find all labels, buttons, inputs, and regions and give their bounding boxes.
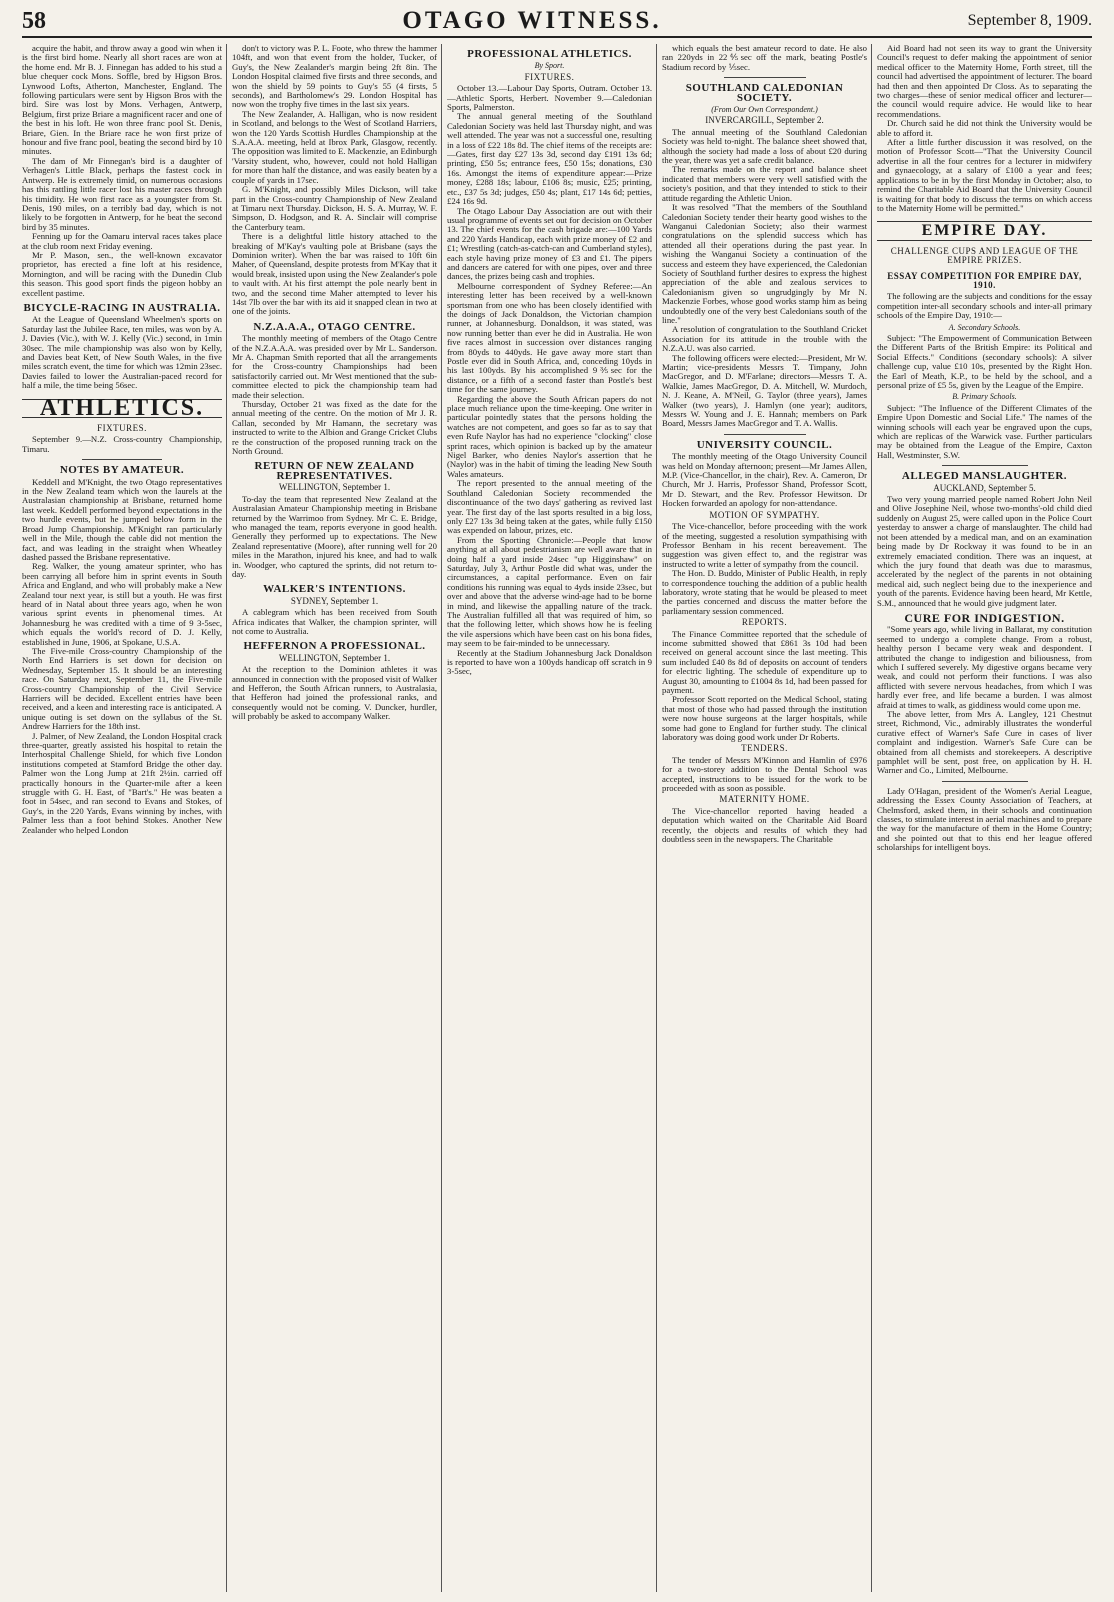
article-paragraph: The Hon. D. Buddo, Minister of Public Health, in reply to correspondence touching the addition of a public health laboratory, wrote stating that he would be pleased to meet the parties concerned and discuss the matter before the parliamentary session commenced. [662,568,867,616]
article-paragraph: Lady O'Hagan, president of the Women's Aerial League, addressing the Essex County Association of Teachers, at Chelmsford, asked them, in their schools and continuation classes, to stimulate interest in aerial machines and to prepare the way for the manufacture of them in the Home Country; and she pointed out that to this end her league offered scholarships for intelligent boys. [877,785,1092,853]
article-paragraph: Professor Scott reported on the Medical School, stating that most of those who had passed through the institution were now house surgeons at the larger hospitals, while some had gone to England for further study. The clinical laboratory was doing good work under Dr Roberts. [662,694,867,743]
article-paragraph: The dam of Mr Finnegan's bird is a daughter of Verhagen's Little Black, perhaps the fastest cock in Antwerp. He is extremely timid, on numerous occasions has this rattling little racer lost his master races through his timidity. He won first race as a youngster from St. Denis, 190 miles, on a terribly bad day, which is not likely to be forgotten in Antwerp, for he beat the second bird by 35 minutes. [22,155,222,232]
fixtures-heading: FIXTURES. [97,423,147,434]
section-heading: NOTES BY AMATEUR. [59,464,185,477]
article-paragraph: The New Zealander, A. Halligan, who is now resident in Scotland, and belongs to the West of Scotland Harriers, won the 120 Yards Scottish Hurdles Championship at the S.A.A.A. meeting, held at Ibrox Park, Glasgow, recently. The opposition was limited to E. Mackenzie, an Edinburgh 'Varsity student, who, however, could not hold Halligan for more than half the distance, and was easily beaten by a couple of yards in 17sec. [232,108,437,185]
article-paragraph: A resolution of congratulation to the Southland Cricket Association for its attitude in the trouble with the N.Z.A.U. was also carried. [662,324,867,354]
sub-heading: MOTION OF SYMPATHY. [709,509,820,520]
article-paragraph: Dr. Church said he did not think the University would be able to afford it. [877,118,1092,138]
section-heading: UNIVERSITY COUNCIL. [696,438,833,451]
section-heading: PROFESSIONAL ATHLETICS. [467,48,632,60]
column-rule [226,44,227,1592]
article-paragraph: The annual meeting of the Southland Caledonian Society was held to-night. The balance sheet showed that, although the society had made a loss of about £20 during the year, there was yet a safe credit balance. [662,126,867,166]
column-4 [662,44,867,1592]
article-paragraph: The Finance Committee reported that the schedule of income submitted showed that £861 3s 10d had been received on general account since the last meeting. This sum included £40 8s 8d of deposits on account of tenders for electric lighting. The schedule of expenditure up to August 30, amounting to £1004 8s 1d, had been passed for payment. [662,628,867,695]
section-heading: N.Z.A.A.A., OTAGO CENTRE. [253,320,416,333]
article-paragraph: At the League of Queensland Wheelmen's sports on Saturday last the Jubilee Race, ten miles, was won by A. J. Davies (Vic.), with W. J. Kelly (Vic.) second, in 1min 30sec. The mile championship was also won by Kelly, and Davies beat Kett, of New South Wales, in the five miles scratch event, the time for which was 12min 23sec. Davies failed to lower the Australian-paced record for half a mile, the time being 56sec. [22,314,222,391]
article-paragraph: The remarks made on the report and balance sheet indicated that members were very well satisfied with the society's position, and that they intended to stick to their attitude regarding the Athletic Union. [662,164,867,203]
dateline: WELLINGTON, September 1. [278,482,391,493]
dateline: SYDNEY, September 1. [290,595,379,606]
column-2 [232,44,437,1592]
article-paragraph: The monthly meeting of the Otago University Council was held on Monday afternoon; present—Mr James Allen, M.P. (Vice-Chancellor, in the chair), Rev. A. Cameron, Dr Church, Mr J. Harris, Professor Shand, Professor Scott, Mr D. Stewart, and the Rev. Professor Hewitson. Dr Hocken forwarded an apology for non-attendance. [662,451,867,509]
article-paragraph: After a little further discussion it was resolved, on the motion of Professor Scott—"That the University Council advertise in all the four centres for a lecturer in midwifery and gynaecology, at a salary of £100 a year and fees; applications to be in by the first Monday in October; also, to remind the Charitable Aid Board that the University Council is waiting for that body to discuss the terms on which access to the Maternity Home will be permitted." [877,137,1092,213]
article-paragraph: Melbourne correspondent of Sydney Referee:—An interesting letter has been received by a well-known sportsman from one who has been closely identified with the doings of Jack Donaldson, the Victorian champion runner, at Johannesburg. Donaldson, it was stated, was now running better than ever he did in Australia. He won five races almost in succession over distances ranging from 80yds to 440yds. He gave away more start than Postle ever did in South Africa, and, conceding 10yds in his last 100yds. By his accomplished 9⅗sec for the distance, or a fifth of a second faster than Postle's best time for the same journey. [447,280,652,395]
column-rule [656,44,657,1592]
sub-heading: TENDERS. [741,743,788,754]
article-paragraph: Subject: "The Influence of the Different Climates of the Empire Upon Domestic and Social Life." The names of the winning schools will each year be engraved upon the cups, which are replicas of the Warwick vase. Further particulars may be obtained from the League of the Empire, Caxton Hall, Westminster, S.W. [877,402,1092,460]
section-heading: CURE FOR INDIGESTION. [904,610,1065,625]
section-banner: ATHLETICS. [22,399,222,418]
dateline: INVERCARGILL, September 2. [705,115,824,126]
article-paragraph: which equals the best amateur record to date. He also ran 220yds in 22⅘sec off the mark, beating Postle's Stadium record by ⅕sec. [662,44,867,72]
article-paragraph: Mr P. Mason, sen., the well-known excavator proprietor, has erected a fine loft at his residence, Mornington, and will be racing with the Dunedin Club this season. This good sport finds the pigeon hobby an excellent pastime. [22,249,222,298]
article-paragraph: The following officers were elected:—President, Mr W. Martin; vice-presidents Messrs T. Timpany, John MacGregor, and D. M'Farlane; directors—Messrs T. A. Walkie, James MacGregor, D. A. Mitchell, W. Murdoch, N. J. Keane, A. M'Neil, G. Taylor (three years), James Walker (two years), J. Hamlyn (one year); auditors, Messrs W. Young and J. E. Hannah; members on Park Board, Messrs James MacGregor and T. A. Wallis. [662,352,867,429]
article-paragraph: A cablegram which has been received from South Africa indicates that Walker, the champion sprinter, will not come to Australia. [232,607,437,636]
article-paragraph: Keddell and M'Knight, the two Otago representatives in the New Zealand team which won the laurels at the Australasian championship at Brisbane, returned home last week. Keddell performed beyond expectations in the two hurdle events, but he jumped below form in the Broad Jump Championship. M'Knight ran particularly well in the Mile, though the cable did not mention the fact, and was leading in the straight when Wheatley dashed passed the Brisbane representative. [22,476,222,562]
article-paragraph: J. Palmer, of New Zealand, the London Hospital crack three-quarter, greatly assisted his hospital to retain the Interhospital Challenge Shield, for which five London institutions competed at Stamford Bridge the other day. Palmer won the Long Jump at 21ft 2½in. carried off practically honours in the Quarter-mile after a keen struggle with G. H. East, of "Bart's." He was beaten a foot in 54sec, and ran second to Evans and Stokes, of Guy's, in the 220 Yards, Evans winning by inches, with Palmer less than a foot behind Stokes. Another New Zealander who helped London [22,730,222,835]
fixtures-list: October 13.—Labour Day Sports, Outram. October 13.—Athletic Sports, Herbert. November 9.—Caledonian Sports, Palmerston. [447,83,652,113]
section-heading: SOUTHLAND CALEDONIAN SOCIETY. [685,82,844,104]
article-paragraph: The above letter, from Mrs A. Langley, 121 Chestnut street, Richmond, Vic., admirably illustrates the wonderful curative effect of Warner's Safe Cure in cases of liver complaint and indigestion. Warner's Safe Cure can be obtained from all chemists and storekeepers. A descriptive pamphlet will be sent, post free, on application by H. H. Warner and Co., Limited, Melbourne. [877,709,1092,776]
article-paragraph: "Some years ago, while living in Ballarat, my constitution seemed to undergo a complete change. From a robust, healthy person I became very weak and despondent. I attributed the change to indigestion and biliousness, from which I suffered severely. My digestive organs became very weak, and could not perform their functions. I was also afflicted with severe nervous headaches, from which I was hardly ever free, and life became a burden. I was almost afraid at times to walk, as giddiness would come upon me. [877,624,1092,710]
section-heading: ALLEGED MANSLAUGHTER. [901,470,1068,483]
article-paragraph: Reg. Walker, the young amateur sprinter, who has been carrying all before him in sprint events in South Africa and England, and who will probably make a New Zealand tour next year, is still but a youth. He was first heard of in Natal about three years ago, when he won various sprint events in phenomenal times. At Johannesburg he was credited with a time of 9 3-5sec, which equals the world's record of D. J. Kelly, established in June, 1906, at Spokane, U.S.A. [22,561,222,647]
article-paragraph: There is a delightful little history attached to the breaking of M'Kay's vaulting pole at Brisbane (says the Dominion writer). When the bar was raised to 10ft 6in Maher, of Queensland, despite protests from M'Kay that it would break, insisted upon using the New Zealander's pole to vault with. At his first attempt the pole nearly bent in two, and the second time Maher attempted to lever his 14st 7lb over the bar with its aid it snapped clean in two at one of the joints. [232,231,437,317]
article-paragraph: Recently at the Stadium Johannesburg Jack Donaldson is reported to have won a 100yds handicap off scratch in 9 3-5sec, [447,647,652,677]
column-3 [447,44,652,1592]
masthead [22,6,1092,38]
divider [942,781,1028,782]
divider [724,77,806,78]
section-heading: RETURN OF NEW ZEALAND REPRESENTATIVES. [254,460,415,482]
fixtures-heading: FIXTURES. [524,71,575,82]
article-paragraph: The Vice-chancellor, before proceeding with the work of the meeting, suggested a resolution sympathising with Professor Benham in his recent bereavement. The suggestion was given effect to, and the registrar was instructed to write a letter of sympathy from the council. [662,521,867,569]
article-paragraph: Aid Board had not seen its way to grant the University Council's request to defer making the appointment of senior medical officer to the Maternity Home, Forth street, till the council had advertised the appointment of lecturer. The board had then and then appointed Dr Closs. As to separating the two charges—these of senior medical officer and lecturer—the council would require advice. He would like to hear recommendations. [877,44,1092,119]
section-heading: HEFFERNON A PROFESSIONAL. [243,640,426,653]
column-rule [441,44,442,1592]
article-paragraph: G. M'Knight, and possibly Miles Dickson, will take part in the Cross-country Championship of New Zealand at Timaru next Thursday. Dickson, H. S. A. Murray, W. F. Simpson, D. Hodgson, and R. A. Sinclair will comprise the Canterbury team. [232,184,437,232]
article-paragraph: To-day the team that represented New Zealand at the Australasian Amateur Championship meeting in Brisbane returned by the Warrimoo from Sydney. Mr C. E. Bridge, who managed the team, reports everyone in good health. Generally they performed up to expectations. The New Zealand representative (Moore), after running well for 20 miles in the Marathon, injured his knee, and had to walk in. Woodger, who captured the sprints, did not return to-day. [232,493,437,579]
sub-heading: REPORTS. [741,617,788,628]
article-paragraph: Two very young married people named Robert John Neil and Olive Josephine Neil, whose two-months'-old child died suddenly on August 25, were called upon in the Police Court yesterday to answer a charge of manslaughter. The child had not been attended by a medical man, and on an examination being made by Dr Rockway it was found to be in an extremely emaciated condition. There was an inquest, at which the jury found that death was due to marasmus, accelerated by the neglect of the parents in not obtaining medical aid, such neglect being due to the inexperience and youth of the parents. Evidence having been heard, Mr Kettle, S.M., announced that he would give judgment later. [877,494,1092,608]
sub-heading: MATERNITY HOME. [719,794,810,805]
sub-heading: A. Secondary Schools. [948,322,1021,332]
article-paragraph: From the Sporting Chronicle:—People that know anything at all about pedestrianism are well aware that in doing half a yard inside 24sec "up Higginshaw" on Saturday, July 3, Arthur Postle did what was, under the circumstances, a capital performance. Even on fair conditions his running was equal to 4yds inside 23sec, but over and above that the adverse wind-age had to be borne in mind, and likewise the appalling nature of the track. The Australian fulfilled all that was required of him, so that the following letter, which shows how he is feeling the vile aspersions which have been cast on his bona fides, may seem to be fair-minded to be unnecessary. [447,534,652,649]
article-paragraph: don't to victory was P. L. Foote, who threw the hammer 104ft, and won that event from the holder, Tucker, of Guy's, the New Zealander's margin being 2ft 8in. The London Hospital claimed five firsts and three seconds, and won the shield by 59 points to Guy's 55 (4 firsts, 5 seconds), and Bartholomew's 29. London Hospital has now won the trophy five times in the last six years. [232,44,437,110]
section-heading: ESSAY COMPETITION FOR EMPIRE DAY, 1910. [887,270,1082,290]
dateline: AUCKLAND, September 5. [933,482,1036,493]
article-paragraph: The monthly meeting of members of the Otago Centre of the N.Z.A.A.A. was presided over by Mr L. Sanderson. Mr A. Chapman Smith reported that all the arrangements for the Cross-country Championships had been satisfactorily carried out. Mr West mentioned that the sub-committee elected to pick the championship team had made their selection. [232,333,437,400]
column-1 [22,44,222,1592]
article-paragraph: It was resolved "That the members of the Southland Caledonian Society tender their hearty good wishes to the Wanganui Caledonian Society; also their warmest congratulations on the splendid success which has attended all their operations during the past year. In wishing the Wanganui Society a continuation of the success and esteem they have experienced, the Caledonian Society of Southland further desires to express the highest appreciation of the able and zealous services to Caledonianism given so ungrudgingly by Mr N. Mackenzie Forbes, whose good works stamp him as being undoubtedly one of the very best Caledonians south of the line." [662,202,867,325]
article-paragraph: Regarding the above the South African papers do not place much reliance upon the time-keeping. One writer in particular pointedly states that the persons holding the watches are not competent, and goes so far as to say that even Rufe Naylor has had no experience "clocking" close sprint races, which opinion is backed up by the amateur Nigel Barker, who denies Naylor's assertion that he (Naylor) was in the habit of timing the leading New South Wales amateurs. [447,393,652,479]
byline: By Sport. [534,61,565,71]
article-paragraph: The Otago Labour Day Association are out with their usual programme of events set out for decision on October 13. The chief events for the cash brigade are:—100 Yards and 220 Yards Handicap, each with prize money of £2 and £1; Wrestling (catch-as-catch-can and Cumberland styles), each style having prize money of £3 and £1. The pipers and dancers are catered for with one pipes, over and three dances, the prizes being cash and trophies. [447,205,652,282]
article-paragraph: The following are the subjects and conditions for the essay competition inter-all secondary schools and inter-all primary schools of the Empire Day, 1910:— [877,291,1092,321]
divider [82,459,162,460]
article-paragraph: acquire the habit, and throw away a good win when it is the first bird home. Nearly all short races are won at the home end. Mr B. J. Finnegan has added to his stud a blue chequer cock Mons. Soffle, bred by Higson Bros. Lynwood Lofts, Atherton, Manchester, England. The following particulars were sent by Higson Bros with the bird. Sire was lost by Mons. Verhagen, Antwerp, Belgium, first prize Briare a magnificent racer and one of the best in his loft. He won three franc pool St. Denis, Briare, Gien. In the Briare race he won first prize of honour and five franc pool, beating the second bird by 10 minutes. [22,44,222,157]
column-rule [871,44,872,1592]
column-5 [877,44,1092,1592]
fixtures-list: September 9.—N.Z. Cross-country Championship, Timaru. [22,434,222,454]
article-paragraph: At the reception to the Dominion athletes it was announced in connection with the proposed visit of Walker and Hefferon, the South African runners, to Australasia, that Hefferon had joined the professional ranks, and consequently would not be coming. V. Duncker, hurdler, will probably be asked to accompany Walker. [232,664,437,722]
divider [724,434,806,435]
sub-heading: CHALLENGE CUPS AND LEAGUE OF THE EMPIRE PRIZES. [890,245,1079,266]
article-paragraph: Fenning up for the Oamaru interval races takes place at the club room next Friday evening. [22,231,222,251]
section-heading: BICYCLE-RACING IN AUSTRALIA. [23,301,221,314]
paper-title: OTAGO WITNESS. [402,7,662,34]
dateline: WELLINGTON, September 1. [278,652,391,663]
divider [942,465,1028,466]
article-paragraph: The Vice-chancellor reported having headed a deputation which waited on the Charitable Aid Board recently, the objects and results of which they had doubtless seen in the newspapers. The Charitable [662,805,867,845]
article-paragraph: Subject: "The Empowerment of Communication Between the Different Parts of the British Empire: its Political and Social Effects." Conditions (secondary schools): A silver challenge cup, value £10 10s, presented by the Right Hon. the Earl of Meath, K.P., to be held by the school, and a personal prize of £5 5s, given by the League of the Empire. [877,332,1092,390]
section-banner: EMPIRE DAY. [877,221,1092,240]
article-paragraph: Thursday, October 21 was fixed as the date for the annual meeting of the centre. On the motion of Mr J. R. Callan, seconded by Mr Hamann, the secretary was instructed to write to the Albion and Grange Cricket Clubs re the construction of the proposed running track on the North Ground. [232,399,437,457]
article-paragraph: The Five-mile Cross-country Championship of the North End Harriers is set down for decision on Wednesday, September 15. It should be an interesting race. On Saturday next, September 11, the Five-mile Cross-country Championship of the Civil Service Harriers will be decided. Excellent entries have been received, and a keen and interesting race is anticipated. A unique outing is set down on the syllabus of the St. Andrew Harriers for the 18th inst. [22,645,222,732]
article-paragraph: The tender of Messrs M'Kinnon and Hamlin of £976 for a two-storey addition to the Dental School was accepted, instructions to be issued for the work to be proceeded with as soon as possible. [662,754,867,794]
issue-date: September 8, 1909. [967,12,1092,29]
sub-heading: B. Primary Schools. [952,392,1017,402]
correspondent-note: (From Our Own Correspondent.) [711,105,818,115]
article-paragraph: The annual general meeting of the Southland Caledonian Society was held last Thursday night, and was well attended. The year was not a successful one, resulting in a loss of £22 18s 8d. The chief items of the receipts are:—Gates, first day £27 13s 3d, second day £191 13s 6d; printing, £50 5s; entrance fees, £50 15s; donations, £30 16s. Amongst the items of expenditure appear:—Prize money, £288 18s; labour, £106 8s; music, £25; printing, etc., £37 5s 3d; judges, £50 4s; plant, £17 14s 6d; petties, £24 16s 9d. [447,111,652,207]
section-heading: WALKER'S INTENTIONS. [263,583,406,596]
page-number: 58 [22,7,46,34]
article-paragraph: The report presented to the annual meeting of the Southland Caledonian Society recommended the discontinuance of the two days' gathering as revived last year. The first day of the last sports resulted in a big loss, only £27 13s 3d being taken at the gates, while fully £150 was expended on labour, prizes, etc. [447,478,652,536]
